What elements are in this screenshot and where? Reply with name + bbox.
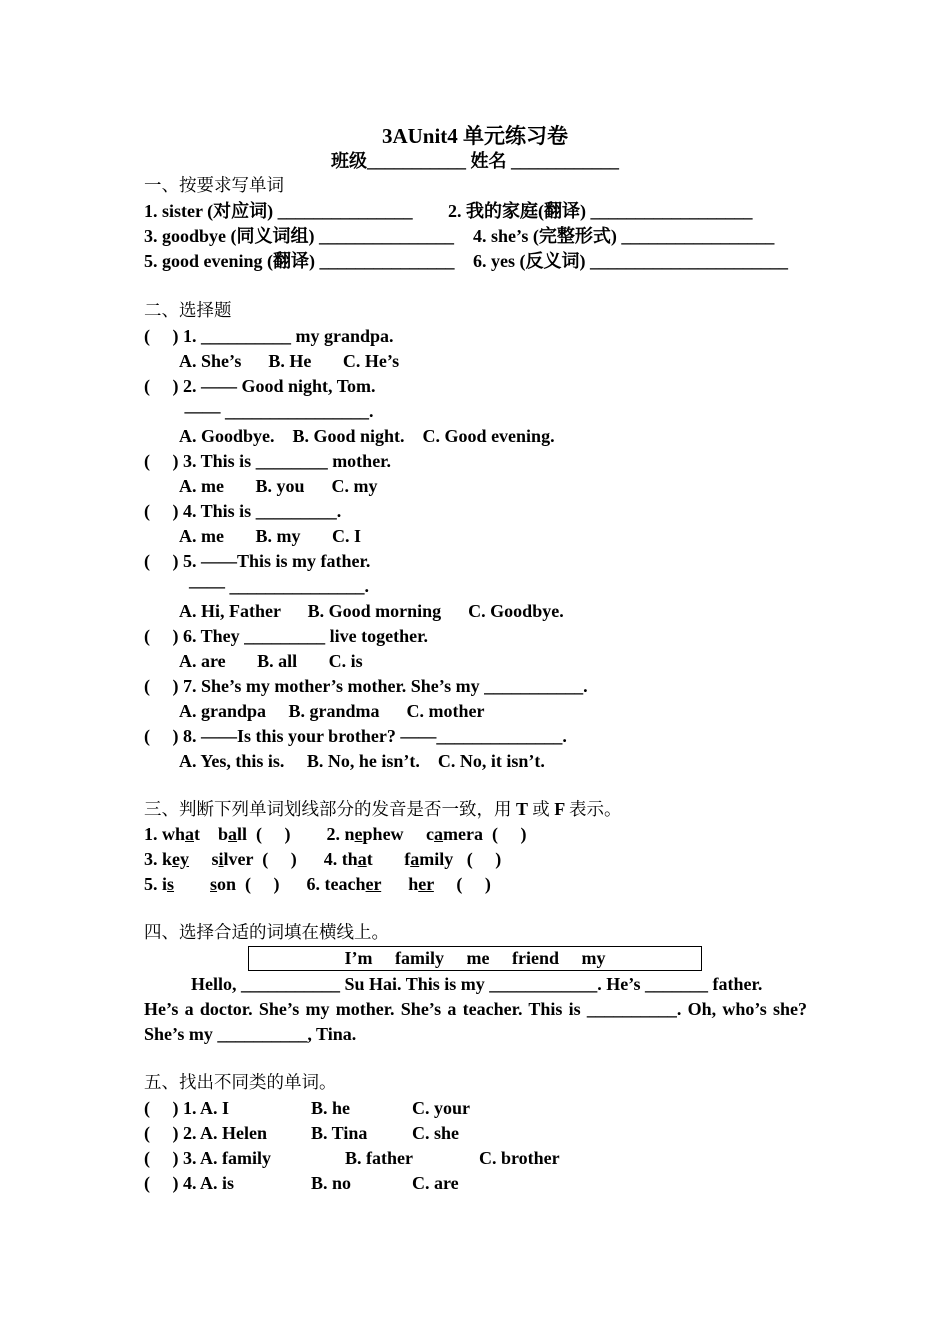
section2-heading: 二、选择题 [144, 301, 232, 321]
underlined-letters: ey [172, 849, 190, 869]
underlined-letters: a [410, 849, 420, 869]
page-title: 3AUnit4 单元练习卷 [381, 124, 569, 148]
section3-heading-t: T [511, 799, 533, 819]
section5-row-2-b: B. Tina [311, 1123, 368, 1143]
section1-row-3-left: 5. good evening (翻译) _______________ [144, 251, 455, 271]
section5-row-1-b: B. he [311, 1098, 351, 1118]
section2-line: A. me B. you C. my [144, 476, 378, 496]
section2-line: ( ) 2. —— Good night, Tom. [144, 376, 376, 396]
underlined-letters: s [210, 874, 218, 894]
text-segment: t f [366, 849, 411, 869]
underlined-letters: a [434, 824, 444, 844]
section5-row-4-c: C. are [412, 1173, 459, 1193]
section5-row-2-c: C. she [412, 1123, 460, 1143]
section4-heading: 四、选择合适的词填在横线上。 [144, 923, 389, 943]
text-segment: ll ( ) 2. n [237, 824, 355, 844]
text-segment: mera ( ) [443, 824, 527, 844]
section2-line: A. Goodbye. B. Good night. C. Good evening. [144, 426, 555, 446]
section3-heading [144, 797, 622, 822]
section2-line: ( ) 8. ——Is this your brother? ——______________. [144, 726, 567, 746]
section2-line: A. grandpa B. grandma C. mother [144, 701, 485, 721]
text-segment: s [189, 849, 219, 869]
section5-row-3-q: ( ) 3. A. family [144, 1148, 271, 1168]
section3-heading-end: 表示。 [569, 800, 622, 820]
section2-line: ( ) 7. She’s my mother’s mother. She’s my ___________. [144, 676, 588, 696]
class-name-line: 班级___________ 姓名 ____________ [331, 151, 619, 171]
section5-row-4-q: ( ) 4. A. is [144, 1173, 234, 1193]
fill-in-paragraph [144, 972, 807, 1047]
section5-heading: 五、找出不同类的单词。 [144, 1073, 337, 1093]
section3-row-3 [144, 872, 491, 897]
underlined-letters: e [354, 824, 363, 844]
section5-row-1-q: ( ) 1. A. I [144, 1098, 229, 1118]
section2-line: A. Hi, Father B. Good morning C. Goodbye. [144, 601, 564, 621]
text-segment: mily ( ) [419, 849, 502, 869]
text-segment: 1. wh [144, 824, 186, 844]
section5-row-3-b: B. father [345, 1148, 413, 1168]
underlined-letters: a [228, 824, 238, 844]
paragraph-first-line: Hello, ___________ Su Hai. This is my ____________. He’s _______ father. [191, 974, 763, 994]
underlined-letters: a [357, 849, 367, 869]
section5-row-3-c: C. brother [479, 1148, 560, 1168]
section3-row-2 [144, 847, 501, 872]
underlined-letters: er [418, 874, 434, 894]
underlined-letters: i [218, 849, 224, 869]
section5-row-2-q: ( ) 2. A. Helen [144, 1123, 267, 1143]
word-bank: I’m family me friend my [344, 948, 606, 968]
text-segment: lver ( ) 4. th [223, 849, 358, 869]
text-segment: ( ) [433, 874, 491, 894]
underlined-letters: s [167, 874, 175, 894]
section3-row-1 [144, 822, 527, 847]
section3-heading-cn: 三、判断下列单词划线部分的发音是否一致，用 [144, 800, 512, 820]
underlined-letters: a [185, 824, 195, 844]
section5-row-1-c: C. your [412, 1098, 470, 1118]
section1-row-1-right: 2. 我的家庭(翻译) __________________ [448, 201, 753, 221]
section1-row-3-right: 6. yes (反义词) ______________________ [473, 251, 788, 271]
section3-heading-f: F [549, 799, 570, 819]
underlined-letters: er [365, 874, 382, 894]
section2-line: ( ) 6. They _________ live together. [144, 626, 428, 646]
text-segment: 5. i [144, 874, 168, 894]
section2-line: ( ) 3. This is ________ mother. [144, 451, 392, 471]
text-segment: t b [194, 824, 229, 844]
section2-line: A. Yes, this is. B. No, he isn’t. C. No, it isn’t. [144, 751, 545, 771]
text-segment [174, 874, 210, 894]
section1-heading: 一、按要求写单词 [144, 176, 284, 196]
text-segment: h [381, 874, 419, 894]
text-segment: phew c [362, 824, 435, 844]
section2-line: A. She’s B. He C. He’s [144, 351, 400, 371]
section5-row-4-b: B. no [311, 1173, 352, 1193]
section1-row-1-left: 1. sister (对应词) _______________ [144, 201, 413, 221]
section3-heading-or: 或 [532, 800, 550, 820]
section2-line: A. are B. all C. is [144, 651, 363, 671]
section1-row-2-right: 4. she’s (完整形式) _________________ [473, 226, 775, 246]
section2-line: ( ) 5. ——This is my father. [144, 551, 371, 571]
section2-line: ( ) 4. This is _________. [144, 501, 342, 521]
section2-line: —— ________________. [144, 401, 374, 421]
paragraph-rest: He’s a doctor. She’s my mother. She’s a teacher. This is __________. Oh, who’s she? She’s my __________, Tina. [144, 999, 807, 1044]
text-segment: on ( ) 6. teach [217, 874, 366, 894]
text-segment: 3. k [144, 849, 173, 869]
section2-line: —— _______________. [144, 576, 369, 596]
section2-line: ( ) 1. __________ my grandpa. [144, 326, 394, 346]
section1-row-2-left: 3. goodbye (同义词组) _______________ [144, 226, 454, 246]
section2-line: A. me B. my C. I [144, 526, 361, 546]
